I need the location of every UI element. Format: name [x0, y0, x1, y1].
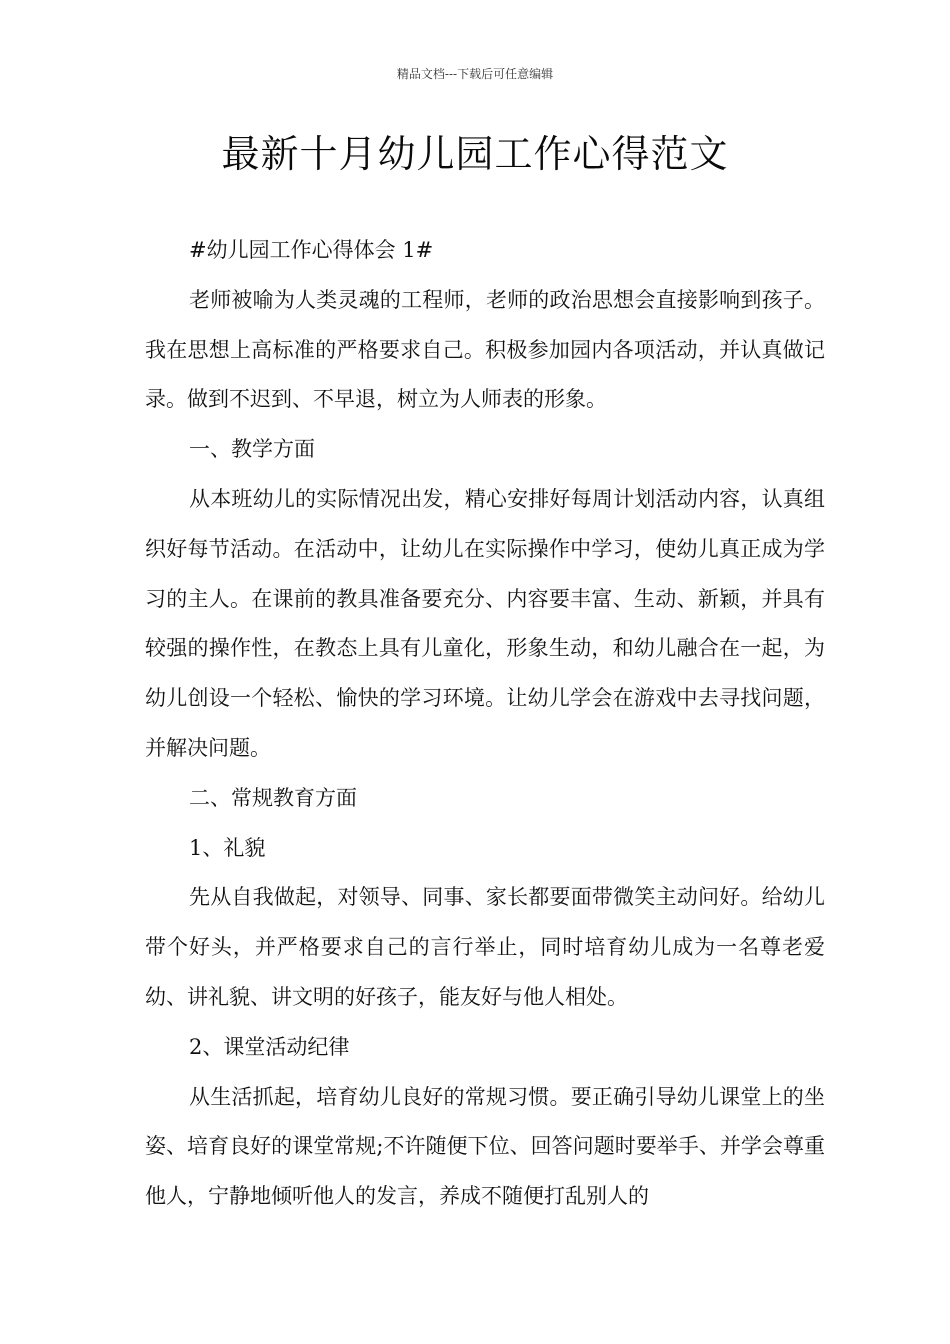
paragraph: 老师被喻为人类灵魂的工程师，老师的政治思想会直接影响到孩子。我在思想上高标准的严格要求自己。积极参加园内各项活动，并认真做记录。做到不迟到、不早退，树立为人师表的形象。: [145, 287, 825, 412]
subsection-heading: 2、课堂活动纪律: [189, 1034, 350, 1059]
paragraph: 从生活抓起，培育幼儿良好的常规习惯。要正确引导幼儿课堂上的坐姿、培育良好的课堂常规;不许随便下位、回答问题时要举手、并学会尊重他人，宁静地倾听他人的发言，养成不随便打乱别人的: [145, 1084, 825, 1209]
header-note: 精品文档---下载后可任意编辑: [396, 67, 554, 81]
section-heading: #幼儿园工作心得体会 1#: [189, 238, 434, 262]
subsection-heading: 1、礼貌: [189, 835, 266, 860]
document-body: [145, 226, 825, 1222]
paragraph: 从本班幼儿的实际情况出发，精心安排好每周计划活动内容，认真组织好每节活动。在活动中，让幼儿在实际操作中学习，使幼儿真正成为学习的主人。在课前的教具准备要充分、内容要丰富、生动、新颖，并具有较强的操作性，在教态上具有儿童化，形象生动，和幼儿融合在一起，为幼儿创设一个轻松、愉快的学习环境。让幼儿学会在游戏中去寻找问题，并解决问题。: [145, 486, 825, 760]
section-heading: 一、教学方面: [189, 437, 315, 462]
paragraph: 先从自我做起，对领导、同事、家长都要面带微笑主动问好。给幼儿带个好头，并严格要求自己的言行举止，同时培育幼儿成为一名尊老爱幼、讲礼貌、讲文明的好孩子，能友好与他人相处。: [145, 885, 825, 1009]
document-title: 最新十月幼儿园工作心得范文: [221, 132, 729, 176]
section-heading: 二、常规教育方面: [189, 785, 357, 810]
